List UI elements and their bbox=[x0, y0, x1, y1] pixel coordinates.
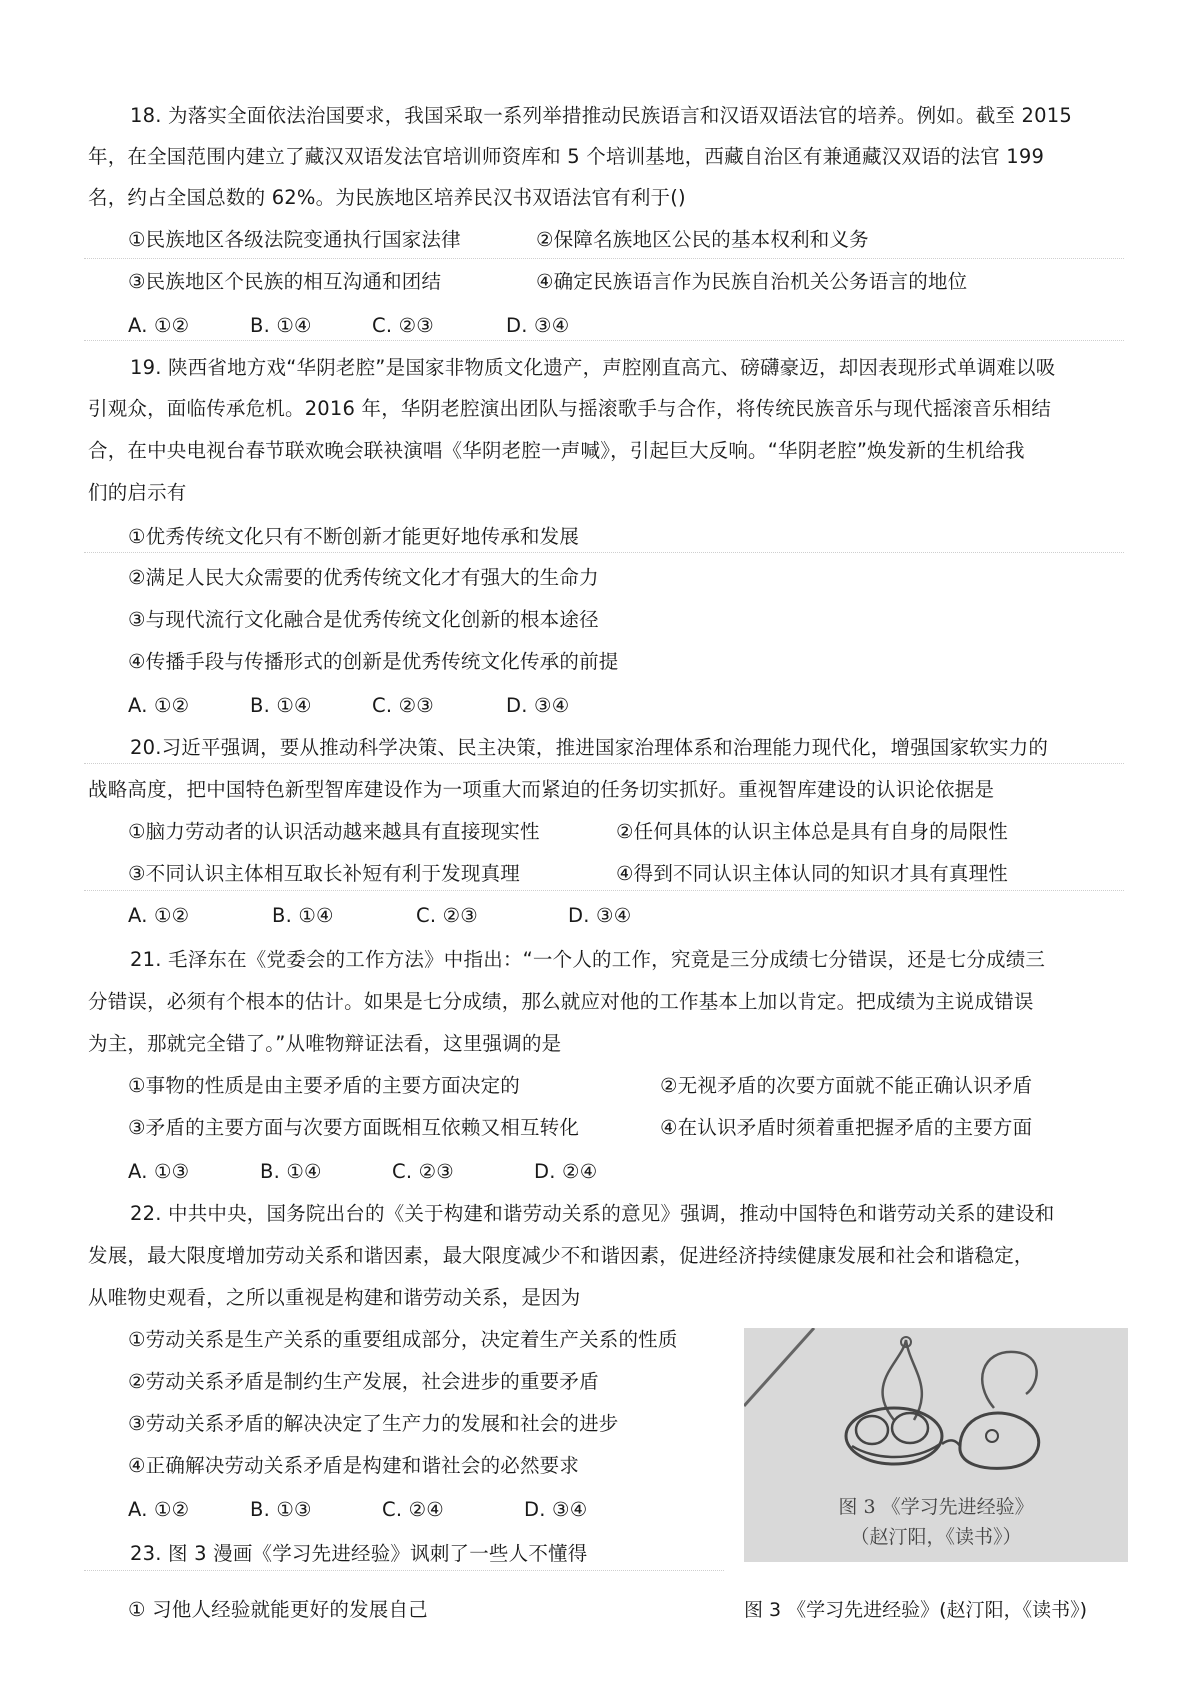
dotted-divider bbox=[84, 890, 1124, 891]
q18-line-3: 名，约占全国总数的 62%。为民族地区培养民汉书双语法官有利于() bbox=[88, 186, 686, 209]
q22-line-2: 发展，最大限度增加劳动关系和谐因素，最大限度减少不和谐因素，促进经济持续健康发展和社会和谐稳定， bbox=[88, 1244, 1034, 1267]
q18-option-4: ④确定民族语言作为民族自治机关公务语言的地位 bbox=[536, 270, 968, 293]
q22-answers bbox=[128, 1496, 587, 1524]
q19-line-3: 合，在中央电视台春节联欢晚会联袂演唱《华阴老腔一声喊》，引起巨大反响。“华阴老腔”焕发新的生机给我 bbox=[88, 439, 1025, 462]
cartoon-figure bbox=[744, 1328, 1128, 1562]
q22-option-2: ②劳动关系矛盾是制约生产发展，社会进步的重要矛盾 bbox=[128, 1370, 599, 1393]
q19-option-3: ③与现代流行文化融合是优秀传统文化创新的根本途径 bbox=[128, 608, 599, 631]
dotted-divider bbox=[84, 552, 1124, 553]
dotted-divider bbox=[84, 763, 1124, 764]
answer-choice: C. ②③ bbox=[392, 1160, 454, 1183]
answer-choice: D. ③④ bbox=[506, 694, 570, 717]
q19-option-2: ②满足人民大众需要的优秀传统文化才有强大的生命力 bbox=[128, 566, 599, 589]
dotted-divider bbox=[84, 340, 1124, 341]
q19-line-2: 引观众，面临传承危机。2016 年，华阴老腔演出团队与摇滚歌手与合作，将传统民族音乐与现代摇滚音乐相结 bbox=[88, 397, 1052, 420]
answer-choice: C. ②③ bbox=[372, 314, 434, 337]
q19-line-1: 19. 陕西省地方戏“华阴老腔”是国家非物质文化遗产，声腔刚直高亢、磅礴豪迈，却因表现形式单调难以吸 bbox=[130, 356, 1056, 379]
q18-option-2: ②保障名族地区公民的基本权利和义务 bbox=[536, 228, 869, 251]
q21-option-3: ③矛盾的主要方面与次要方面既相互依赖又相互转化 bbox=[128, 1116, 580, 1139]
answer-choice: A. ①③ bbox=[128, 1160, 190, 1183]
answer-choice: D. ③④ bbox=[524, 1498, 588, 1521]
q23-line-1: 23. 图 3 漫画《学习先进经验》讽刺了一些人不懂得 bbox=[130, 1542, 588, 1565]
cartoon-inner-caption-1: 图 3 《学习先进经验》 bbox=[838, 1496, 1034, 1518]
q21-line-3: 为主，那就完全错了。”从唯物辩证法看，这里强调的是 bbox=[88, 1032, 562, 1055]
q21-option-4: ④在认识矛盾时须着重把握矛盾的主要方面 bbox=[660, 1116, 1033, 1139]
q20-option-1: ①脑力劳动者的认识活动越来越具有直接现实性 bbox=[128, 820, 540, 843]
answer-choice: B. ①④ bbox=[250, 314, 312, 337]
q18-line-2: 年，在全国范围内建立了藏汉双语发法官培训师资库和 5 个培训基地，西藏自治区有兼通藏汉双语的法官 199 bbox=[88, 145, 1045, 168]
answer-choice: C. ②④ bbox=[382, 1498, 444, 1521]
q20-option-2: ②任何具体的认识主体总是具有自身的局限性 bbox=[616, 820, 1008, 843]
dotted-divider bbox=[84, 1570, 724, 1571]
q19-option-4: ④传播手段与传播形式的创新是优秀传统文化传承的前提 bbox=[128, 650, 619, 673]
q20-option-3: ③不同认识主体相互取长补短有利于发现真理 bbox=[128, 862, 520, 885]
answer-choice: C. ②③ bbox=[416, 904, 478, 927]
answer-choice: A. ①② bbox=[128, 904, 190, 927]
cartoon-inner-caption-2: （赵汀阳，《读书》） bbox=[850, 1526, 1022, 1548]
answer-choice: A. ①② bbox=[128, 314, 190, 337]
q21-line-1: 21. 毛泽东在《党委会的工作方法》中指出：“一个人的工作，究竟是三分成绩七分错误，还是七分成绩三 bbox=[130, 948, 1046, 971]
answer-choice: D. ③④ bbox=[506, 314, 570, 337]
answer-choice: B. ①④ bbox=[260, 1160, 322, 1183]
q21-line-2: 分错误，必须有个根本的估计。如果是七分成绩，那么就应对他的工作基本上加以肯定。把成绩为主说成错误 bbox=[88, 990, 1034, 1013]
q22-option-4: ④正确解决劳动关系矛盾是构建和谐社会的必然要求 bbox=[128, 1454, 580, 1477]
q18-answers bbox=[128, 312, 569, 340]
q20-option-4: ④得到不同认识主体认同的知识才具有真理性 bbox=[616, 862, 1008, 885]
answer-choice: D. ②④ bbox=[534, 1160, 598, 1183]
answer-choice: A. ①② bbox=[128, 694, 190, 717]
answer-choice: D. ③④ bbox=[568, 904, 632, 927]
answer-choice: B. ①④ bbox=[250, 694, 312, 717]
answer-choice: B. ①④ bbox=[272, 904, 334, 927]
figure-caption: 图 3 《学习先进经验》(赵汀阳，《读书》) bbox=[744, 1599, 1087, 1621]
dotted-divider bbox=[84, 258, 1124, 259]
q22-line-1: 22. 中共中央，国务院出台的《关于构建和谐劳动关系的意见》强调，推动中国特色和谐劳动关系的建设和 bbox=[130, 1202, 1055, 1225]
q18-line-1: 18. 为落实全面依法治国要求，我国采取一系列举措推动民族语言和汉语双语法官的培养。例如。截至 2015 bbox=[130, 104, 1072, 127]
q22-option-1: ①劳动关系是生产关系的重要组成部分，决定着生产关系的性质 bbox=[128, 1328, 678, 1351]
q20-answers bbox=[128, 902, 631, 930]
q22-option-3: ③劳动关系矛盾的解决决定了生产力的发展和社会的进步 bbox=[128, 1412, 619, 1435]
answer-choice: B. ①③ bbox=[250, 1498, 312, 1521]
q22-line-3: 从唯物史观看，之所以重视是构建和谐劳动关系，是因为 bbox=[88, 1286, 581, 1309]
q21-answers bbox=[128, 1158, 597, 1186]
q23-option-1: ① 习他人经验就能更好的发展自己 bbox=[128, 1598, 428, 1621]
answer-choice: A. ①② bbox=[128, 1498, 190, 1521]
q21-option-2: ②无视矛盾的次要方面就不能正确认识矛盾 bbox=[660, 1074, 1033, 1097]
q19-line-4: 们的启示有 bbox=[88, 481, 187, 504]
answer-choice: C. ②③ bbox=[372, 694, 434, 717]
q19-option-1: ①优秀传统文化只有不断创新才能更好地传承和发展 bbox=[128, 525, 580, 548]
q21-option-1: ①事物的性质是由主要矛盾的主要方面决定的 bbox=[128, 1074, 520, 1097]
q19-answers bbox=[128, 692, 569, 720]
q18-option-3: ③民族地区个民族的相互沟通和团结 bbox=[128, 270, 442, 293]
q18-option-1: ①民族地区各级法院变通执行国家法律 bbox=[128, 228, 461, 251]
q20-line-2: 战略高度，把中国特色新型智库建设作为一项重大而紧迫的任务切实抓好。重视智库建设的认识论依据是 bbox=[88, 778, 995, 801]
q20-line-1: 20.习近平强调，要从推动科学决策、民主决策，推进国家治理体系和治理能力现代化，增强国家软实力的 bbox=[130, 736, 1049, 759]
